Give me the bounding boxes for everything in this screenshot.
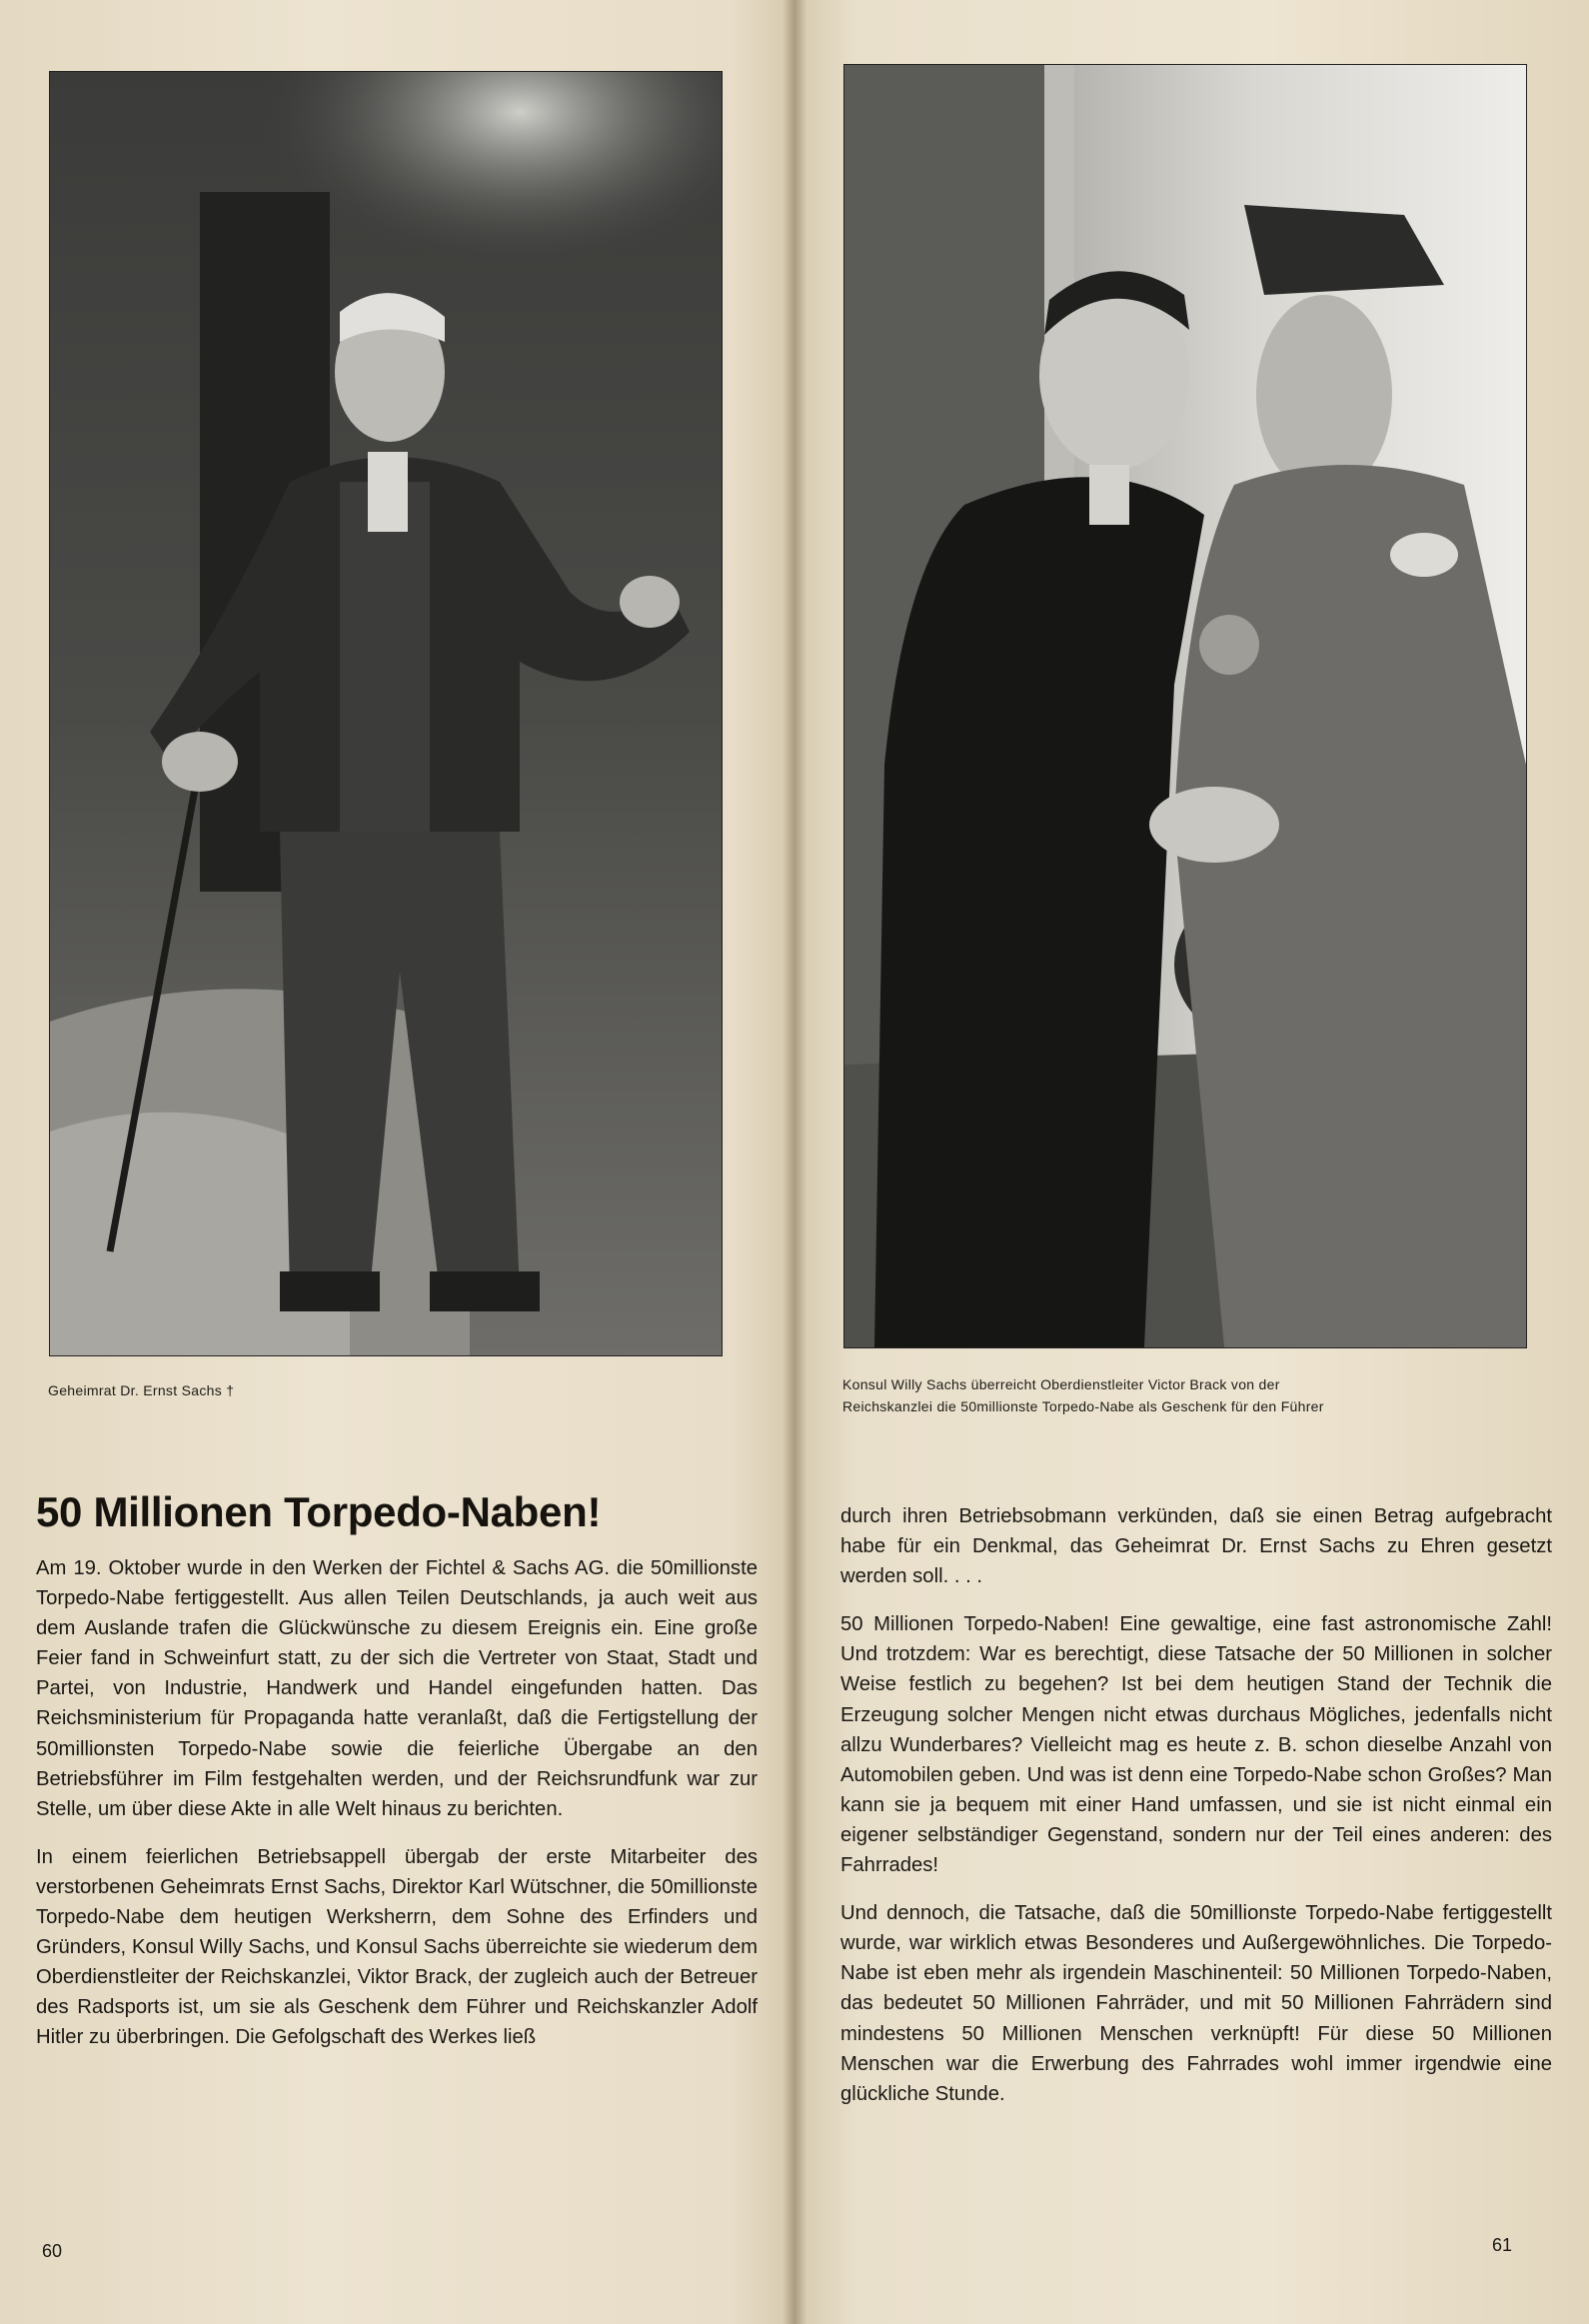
caption-right-line-2: Reichskanzlei die 50millionste Torpedo-Nabe als Geschenk für den Führer [842, 1398, 1324, 1414]
right-text-column [840, 1501, 1552, 2127]
right-paragraph-3: Und dennoch, die Tatsache, daß die 50millionste Torpedo-Nabe fertiggestellt wurde, war wirklich etwas Besonderes und Außergewöhnliches. Die Torpedo-Nabe ist eben mehr als irgendein Maschinenteil: 50 Millionen Torpedo-Naben, das bedeutet 50 Millionen Fahrräder, und mit 50 Millionen Fahrrädern sind mindestens 50 Millionen Menschen verknüpft! Für diese 50 Millionen Menschen war die Erwerbung des Fahrrades wohl immer irgendwie eine glückliche Stunde. [840, 1902, 1552, 2105]
photo-caption-left: Geheimrat Dr. Ernst Sachs † [48, 1382, 235, 1398]
book-gutter [783, 0, 806, 2324]
caption-right-line-1: Konsul Willy Sachs überreicht Oberdienstleiter Victor Brack von der [842, 1376, 1280, 1392]
photo-ernst-sachs [50, 72, 722, 1355]
portrait-photo-illustration [50, 72, 722, 1355]
right-page [794, 0, 1589, 2324]
page-number-left: 60 [42, 2241, 63, 2261]
photo-caption-right [842, 1373, 1537, 1417]
article-headline: 50 Millionen Torpedo-Naben! [36, 1488, 602, 1535]
photo-handover [844, 65, 1526, 1347]
left-text-column [36, 1553, 758, 2071]
right-paragraph-2: 50 Millionen Torpedo-Naben! Eine gewaltige, eine fast astronomische Zahl! Und trotzdem: War es berechtigt, diese Tatsache der 50 Millionen in solcher Weise festlich zu begehen? Ist bei dem heutigen Stand der Technik die Erzeugung solcher Mengen nicht etwas durchaus Mögliches, jedenfalls nicht allzu Wunderbares? Vielleicht mag es heute z. B. schon dieselbe Anzahl von Automobilen geben. Und was ist denn eine Torpedo-Nabe schon Großes? Man kann sie ja bequem mit einer Hand umfassen, und sie ist nicht einmal ein eigener selbständiger Gegenstand, sondern nur der Teil eines anderen: des Fahrrades! [840, 1613, 1552, 1877]
handover-photo-illustration [844, 65, 1526, 1347]
page-number-right: 61 [1492, 2235, 1513, 2255]
right-paragraph-1: durch ihren Betriebsobmann verkünden, daß sie einen Betrag aufgebracht habe für ein Denkmal, das Geheimrat Dr. Ernst Sachs zu Ehren gesetzt werden soll. . . . [840, 1505, 1552, 1588]
left-paragraph-2: In einem feierlichen Betriebsappell übergab der erste Mitarbeiter des verstorbenen Geheimrats Ernst Sachs, Direktor Karl Wütschner, die 50millionste Torpedo-Nabe dem heutigen Werksherrn, dem Sohne des Erfinders und Gründers, Konsul Willy Sachs, und Konsul Sachs überreichte sie wiederum dem Oberdienstleiter der Reichskanzlei, Viktor Brack, der zugleich auch der Betreuer des Radsports ist, um sie als Geschenk dem Führer und Reichskanzler Adolf Hitler zu überbringen. Die Gefolgschaft des Werkes ließ [36, 1845, 758, 2049]
left-paragraph-1: Am 19. Oktober wurde in den Werken der Fichtel & Sachs AG. die 50millionste Torpedo-Nabe fertiggestellt. Aus allen Teilen Deutschlands, ja auch weit aus dem Auslande trafen die Glückwünsche zu diesem Ereignis ein. Eine große Feier fand in Schweinfurt statt, zu der sich die Vertreter von Staat, Stadt und Partei, von Industrie, Handwerk und Handel eingefunden hatten. Das Reichsministerium für Propaganda hatte veranlaßt, daß die Fertigstellung der 50millionsten Torpedo-Nabe sowie die feierliche Übergabe an den Betriebsführer im Film festgehalten werden, und der Reichsrundfunk war zur Stelle, um über diese Akte in alle Welt hinaus zu berichten. [36, 1557, 758, 1820]
left-page [0, 0, 794, 2324]
